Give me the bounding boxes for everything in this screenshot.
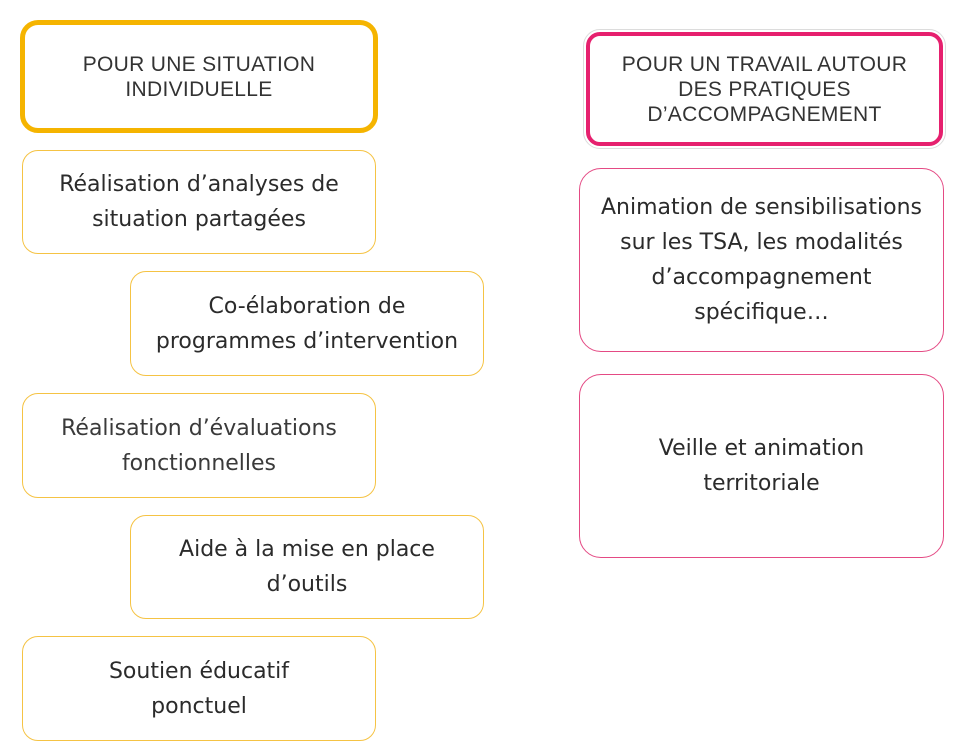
individual-situation-header	[20, 20, 378, 133]
support-practices-header-label: POUR UN TRAVAIL AUTOUR DES PRATIQUES D’ACCOMPAGNEMENT	[621, 52, 908, 126]
tsa-awareness-label: Animation de sensibilisations sur les TSA, les modalités d’accompagnement spécifique…	[600, 195, 922, 325]
functional-evaluations-box	[22, 393, 376, 498]
territorial-watch-label: Veille et animation territoriale	[658, 436, 865, 496]
individual-situation-header-label: POUR UNE SITUATION INDIVIDUELLE	[82, 52, 316, 101]
educational-support-box	[22, 636, 376, 741]
territorial-watch-box	[579, 374, 944, 558]
educational-support-label: Soutien éducatif ponctuel	[108, 658, 290, 719]
support-practices-header	[586, 32, 943, 146]
tools-implementation-label: Aide à la mise en place d’outils	[179, 537, 435, 597]
tools-implementation-box	[130, 515, 484, 619]
functional-evaluations-label: Réalisation d’évaluations fonctionnelles	[61, 415, 337, 476]
intervention-programs-box	[130, 271, 484, 376]
shared-situation-analysis-label: Réalisation d’analyses de situation partagées	[59, 172, 339, 232]
tsa-awareness-box	[579, 168, 944, 352]
intervention-programs-label: Co-élaboration de programmes d’intervention	[155, 293, 459, 354]
shared-situation-analysis-box	[22, 150, 376, 254]
